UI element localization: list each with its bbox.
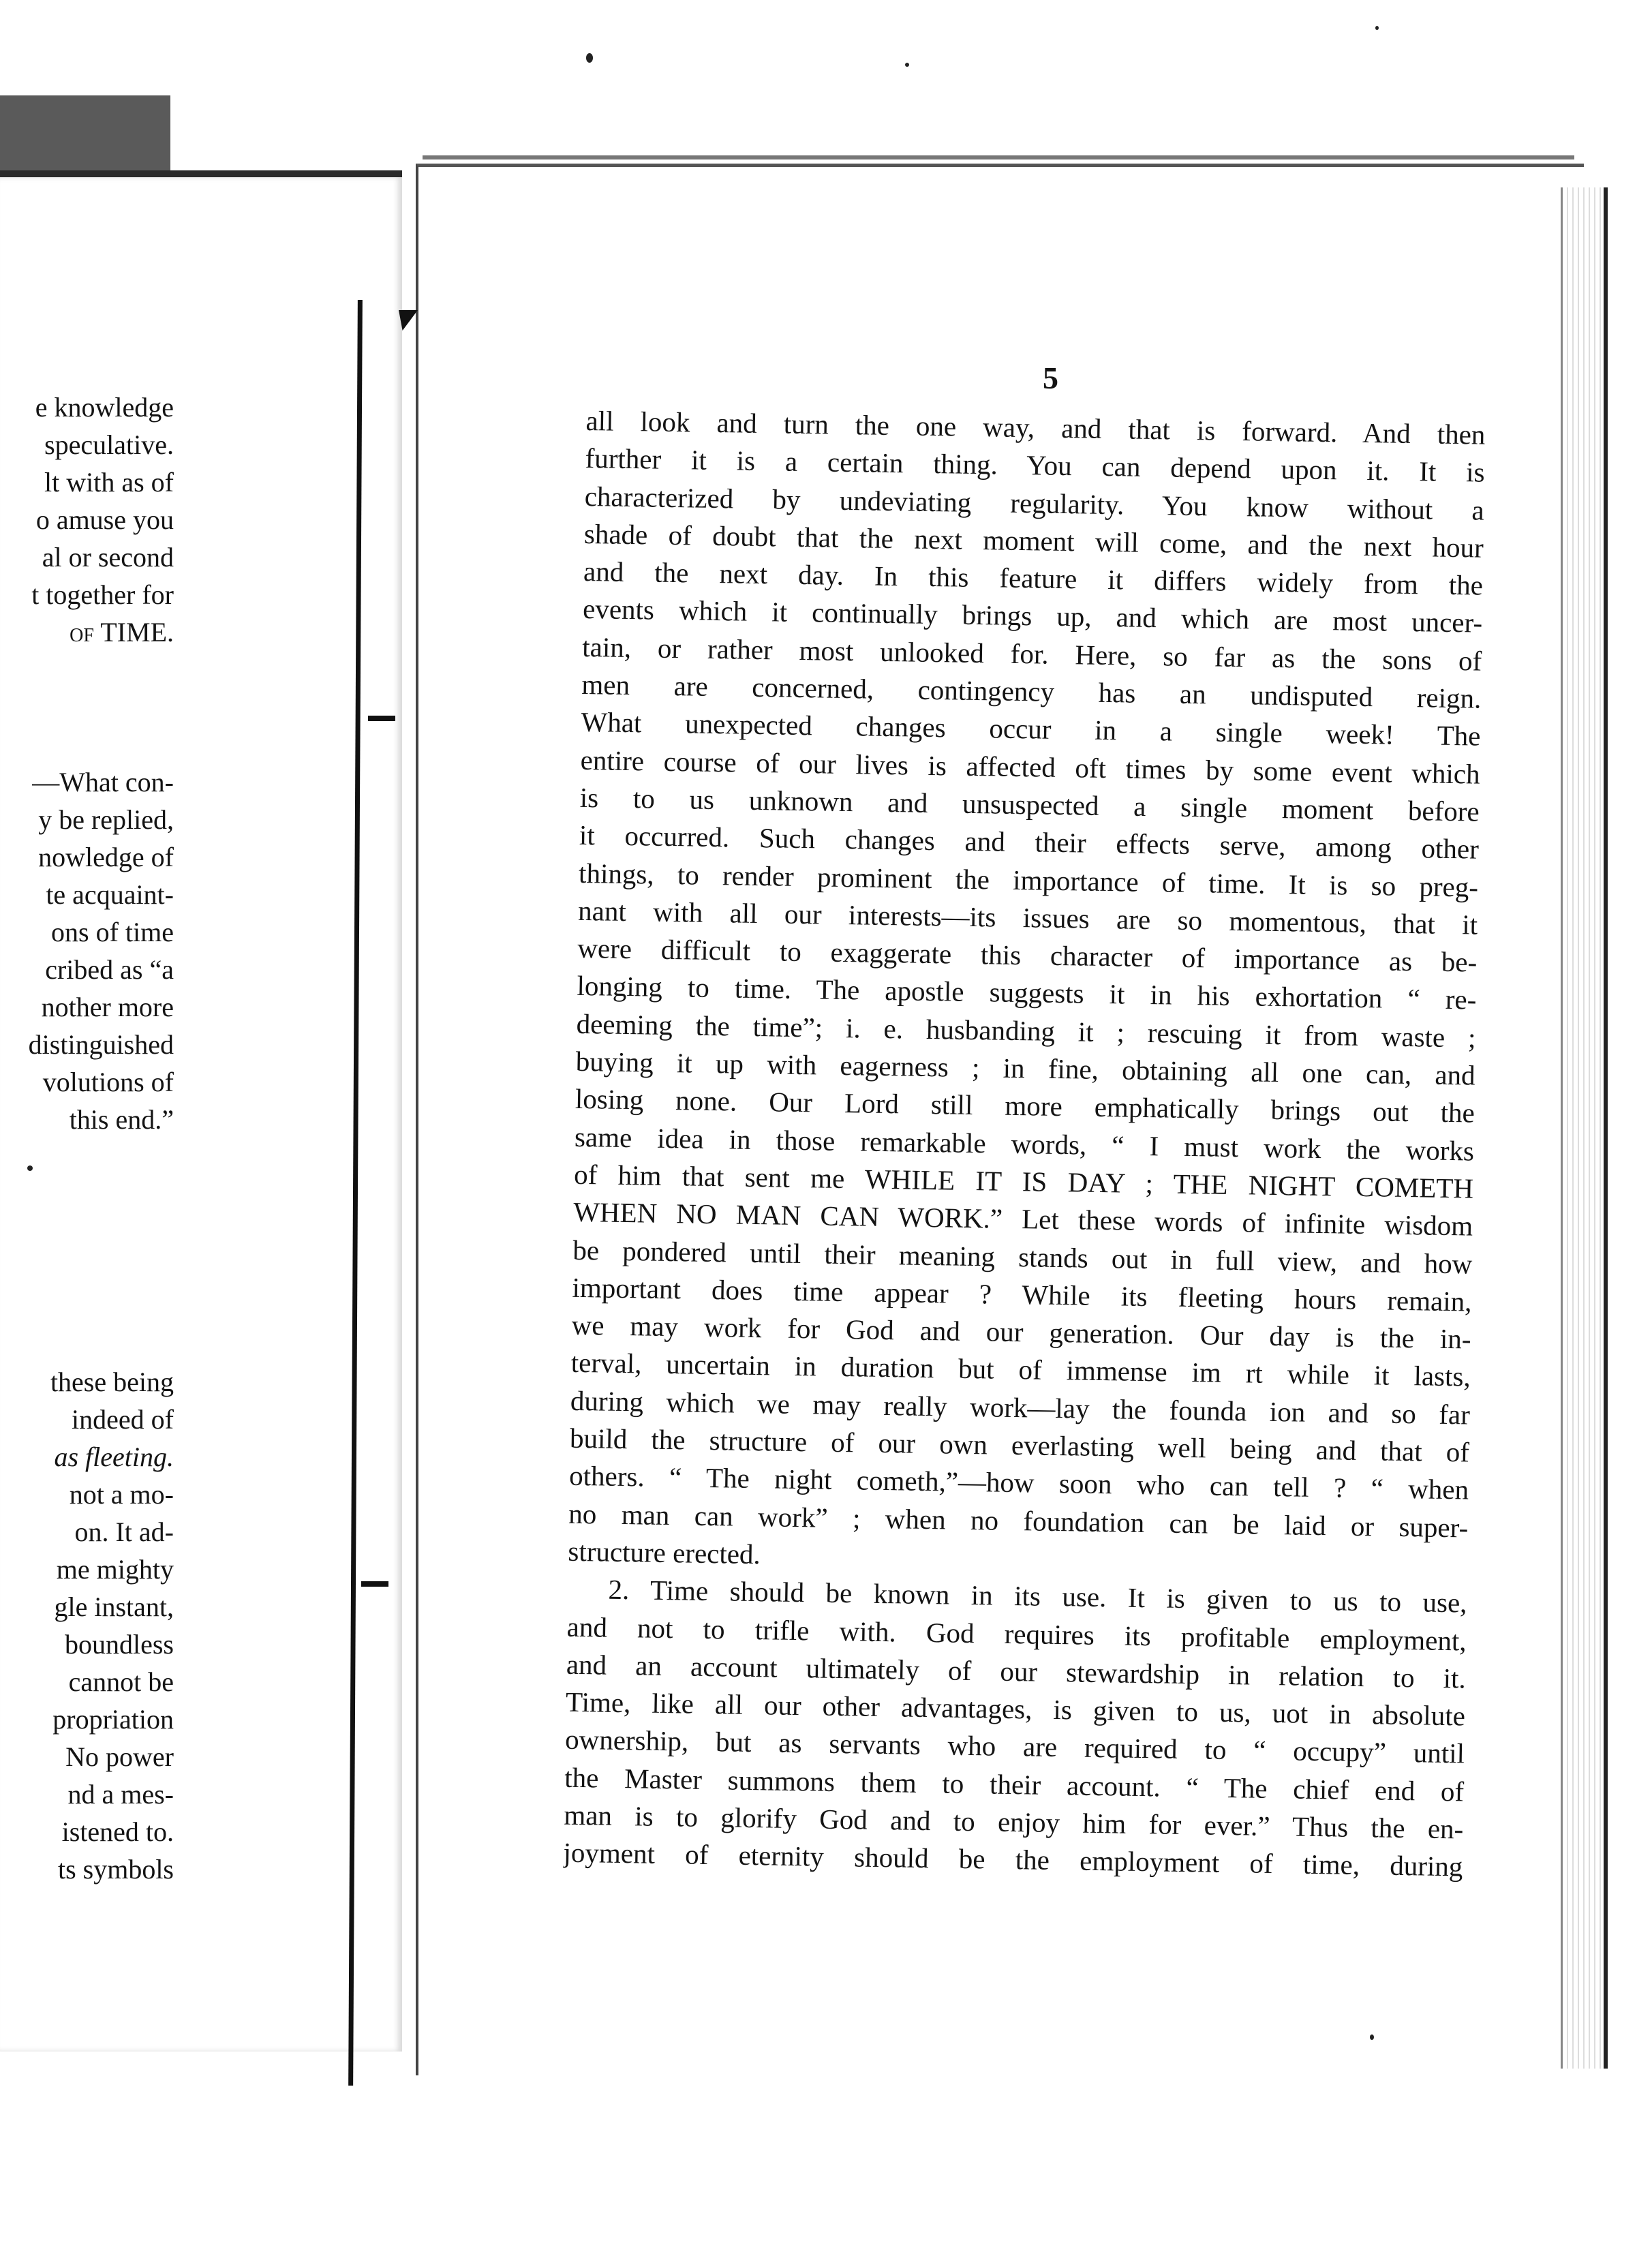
binding-stitch: [361, 1581, 388, 1587]
left-fragment-line: No power: [65, 1741, 174, 1772]
left-fragment-line: nd a mes-: [67, 1779, 174, 1810]
text-line: and the next day. In this feature it differs widely from the: [583, 555, 1484, 601]
page-edge-stack: [1561, 187, 1608, 2069]
left-fragment-line: distinguished: [28, 1029, 174, 1060]
text-line: buying it up with eagerness ; in fine, obtaining all one can, and: [575, 1045, 1476, 1091]
scan-speck: [27, 1165, 33, 1171]
left-fragment-line: of TIME.: [70, 617, 174, 647]
text-line: no man can work” ; when no foundation can be laid or super-: [568, 1497, 1469, 1544]
text-line: build the structure of our own everlasting well being and that of: [569, 1422, 1470, 1468]
scan-speck: [1375, 26, 1379, 30]
scan-speck: [905, 63, 909, 67]
scan-speck: [586, 53, 593, 63]
text-line: of him that sent me WHILE IT IS DAY ; THE NIGHT COMETH: [573, 1158, 1474, 1204]
text-line: all look and turn the one way, and that is forward. And then: [585, 404, 1486, 451]
left-spacer: [0, 1138, 174, 1363]
text-line: WHEN NO MAN CAN WORK.” Let these words of infinite wisdom: [572, 1196, 1473, 1242]
text-line: tain, or rather most unlooked for. Here, so far as the sons of: [582, 630, 1482, 677]
text-line: things, to render prominent the importance of time. It is so preg-: [578, 857, 1479, 903]
left-fragment-line: propriation: [52, 1704, 174, 1735]
left-fragment-line: y be replied,: [38, 804, 174, 835]
left-fragment-line: as fleeting.: [54, 1442, 174, 1472]
left-fragment-line: lt with as of: [44, 467, 174, 498]
right-page-top-edge: [423, 155, 1574, 159]
left-fragment-line: e knowledge: [35, 392, 174, 423]
text-line: ownership, but as servants who are required to “ occupy” until: [564, 1724, 1465, 1769]
left-fragment-line: indeed of: [72, 1404, 174, 1435]
text-line: is to us unknown and unsuspected a single moment before: [579, 781, 1480, 827]
text-line: joyment of eternity should be the employment of time, during: [563, 1837, 1463, 1882]
text-line: Time, like all our other advantages, is given to us, uot in absolute: [565, 1686, 1466, 1732]
left-fragment-line: o amuse you: [35, 504, 174, 535]
left-page-text: [0, 388, 174, 1888]
text-line: others. “ The night cometh,”—how soon who can tell ? “ when: [568, 1460, 1469, 1506]
left-page-shadow: [0, 95, 170, 177]
text-line: men are concerned, contingency has an undisputed reign.: [581, 669, 1482, 714]
left-fragment-line: ts symbols: [57, 1854, 174, 1885]
text-line: be pondered until their meaning stands out in full view, and how: [572, 1234, 1473, 1280]
text-line: structure erected.: [568, 1535, 761, 1570]
text-line: it occurred. Such changes and their effects serve, among other: [579, 819, 1480, 865]
left-fragment-line: istened to.: [61, 1816, 174, 1847]
text-line: man is to glorify God and to enjoy him for ever.” Thus the en-: [564, 1799, 1464, 1845]
text-line: 2. Time should be known in its use. It is given to us to use,: [608, 1573, 1467, 1619]
left-fragment-line: me mighty: [56, 1554, 174, 1585]
left-fragment-line: al or second: [42, 542, 174, 573]
text-line: What unexpected changes occur in a single week! The: [581, 706, 1481, 752]
left-fragment-line: te acquaint-: [46, 879, 174, 910]
text-line: important does time appear ? While its fleeting hours remain,: [572, 1271, 1472, 1317]
text-line: entire course of our lives is affected oft times by some event which: [580, 744, 1480, 790]
binding-stitch: [368, 716, 395, 721]
page-number: 5: [1043, 361, 1058, 395]
left-fragment-line: cannot be: [68, 1666, 174, 1697]
left-fragment-line: nowledge of: [38, 842, 174, 872]
left-fragment-line: speculative.: [44, 429, 174, 460]
left-spacer: [0, 651, 174, 763]
left-fragment-line: —What con-: [32, 767, 174, 797]
left-fragment-line: this end.”: [69, 1104, 174, 1135]
text-line: nant with all our interests—its issues are so momentous, that it: [577, 894, 1478, 941]
text-line: characterized by undeviating regularity. You know without a: [584, 480, 1485, 526]
left-fragment-line: gle instant,: [54, 1591, 174, 1622]
text-line: longing to time. The apostle suggests it in his exhortation “ re-: [577, 970, 1477, 1016]
text-line: shade of doubt that the next moment will come, and the next hour: [583, 517, 1484, 564]
text-line: and an account ultimately of our stewardship in relation to it.: [566, 1648, 1467, 1694]
left-fragment-line: on. It ad-: [74, 1516, 174, 1547]
text-line: deeming the time”; i. e. husbanding it ; rescuing it from waste ;: [576, 1007, 1476, 1054]
left-fragment-line: these being: [50, 1367, 174, 1397]
text-line: were difficult to exaggerate this character of importance as be-: [577, 932, 1478, 978]
left-fragment-line: nother more: [41, 992, 174, 1022]
left-fragment-line: not a mo-: [69, 1479, 174, 1510]
left-fragment-line: cribed as “a: [45, 954, 174, 985]
text-line: further it is a certain thing. You can depend upon it. It is: [585, 442, 1485, 489]
left-fragment-line: volutions of: [42, 1067, 174, 1097]
text-line: same idea in those remarkable words, “ I must work the works: [574, 1120, 1475, 1167]
text-line: terval, uncertain in duration but of immense im rt while it lasts,: [570, 1347, 1471, 1392]
text-line: losing none. Our Lord still more emphatically brings out the: [575, 1083, 1475, 1129]
text-line: during which we may really work—lay the founda ion and so far: [570, 1384, 1471, 1431]
scan-speck: [1370, 2034, 1374, 2040]
left-fragment-line: boundless: [65, 1629, 174, 1660]
left-fragment-line: t together for: [31, 579, 174, 610]
text-line: we may work for God and our generation. Our day is the in-: [571, 1309, 1471, 1355]
left-fragment-line: ons of time: [51, 917, 174, 947]
text-line: events which it continually brings up, and which are most uncer-: [582, 593, 1483, 639]
text-line: the Master summons them to their account. “ The chief end of: [564, 1761, 1465, 1808]
right-page-body-text: [563, 402, 1486, 1886]
text-line: and not to trifle with. God requires its profitable employment,: [566, 1611, 1467, 1657]
